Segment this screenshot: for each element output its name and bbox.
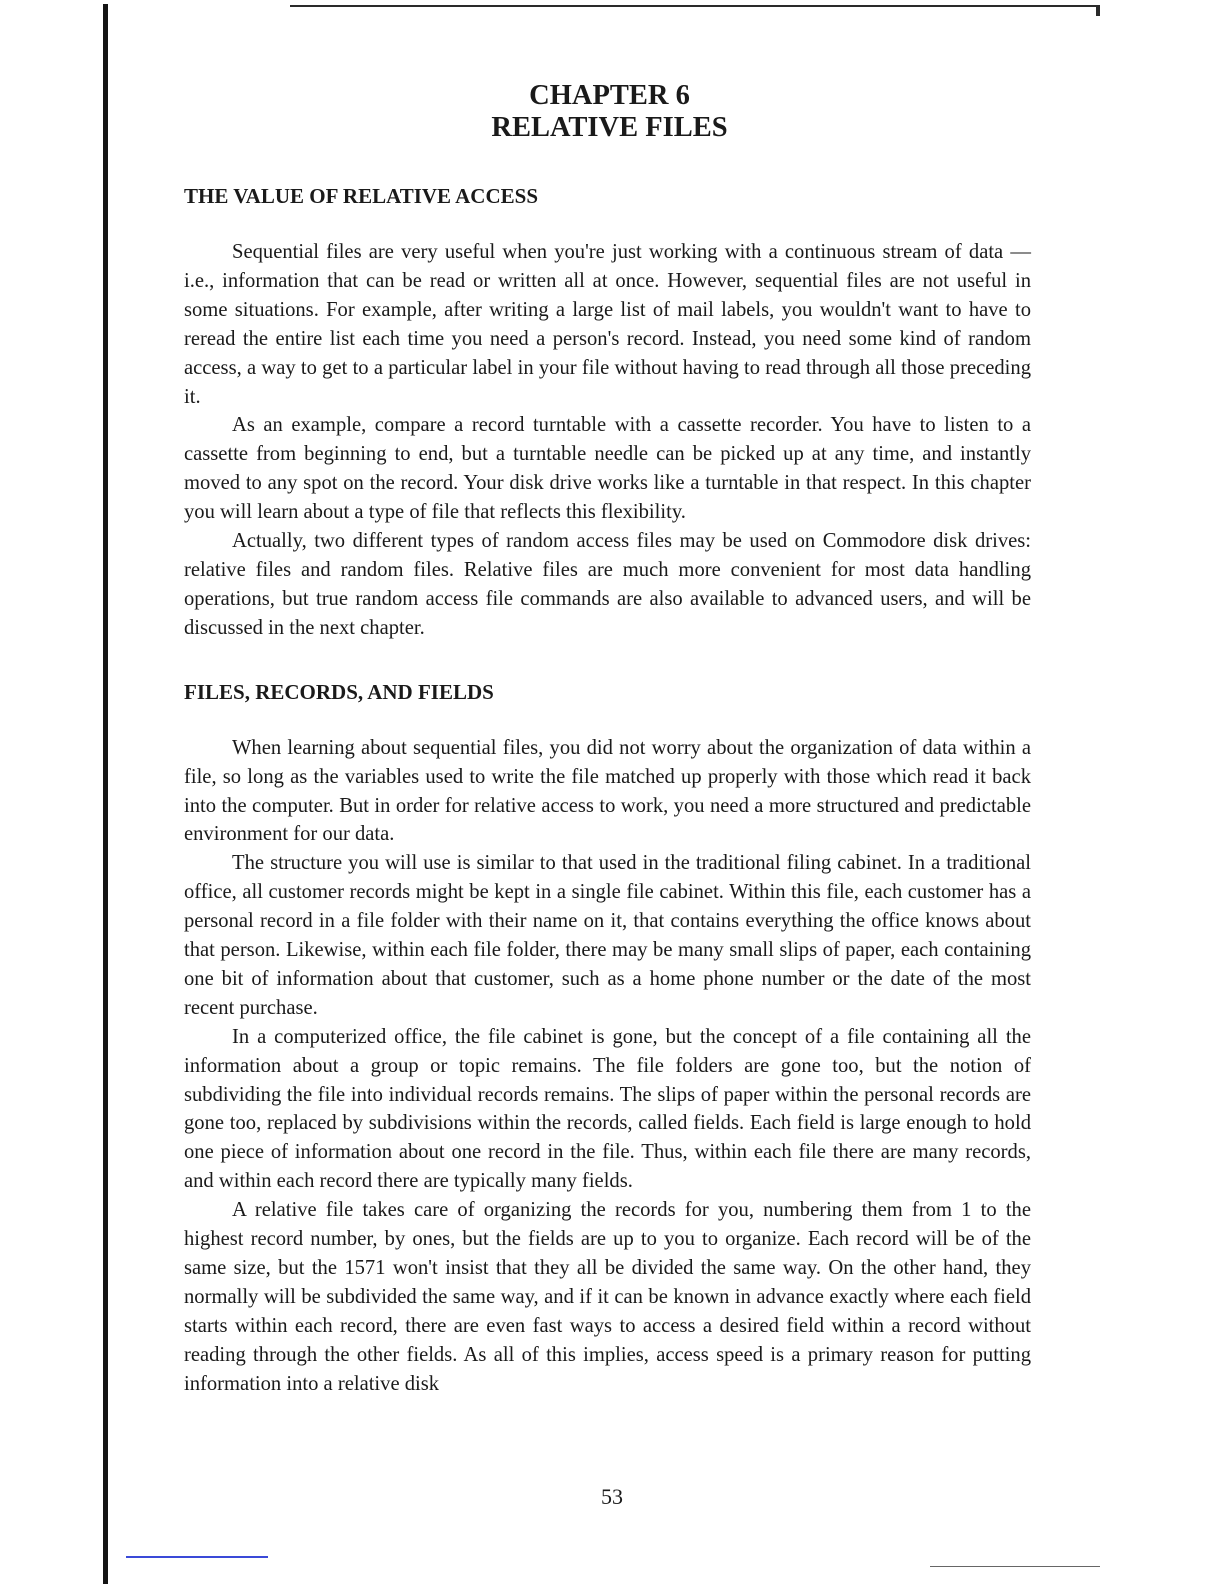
section-heading-relative-access: THE VALUE OF RELATIVE ACCESS [184, 184, 538, 208]
paragraph: The structure you will use is similar to that used in the traditional filing cabinet. In a traditional office, all customer records might be kept in a single file cabinet. Within this file, each customer has a personal record in a file folder with their name on it, that contains everything the office knows about that person. Likewise, within each file folder, there may be many small slips of paper, each containing one bit of information about that customer, such as a home phone number or the date of the most recent purchase. [184, 852, 1031, 1019]
bottom-scan-mark [126, 1556, 268, 1558]
section-body-relative-access [184, 238, 1031, 643]
bottom-right-scan-mark [930, 1566, 1100, 1567]
paragraph: In a computerized office, the file cabinet is gone, but the concept of a file containing all the information about a group or topic remains. The file folders are gone too, but the notion of subdividing the file into individual records remains. The slips of paper within the personal records are gone too, replaced by subdivisions within the records, called fields. Each field is large enough to hold one piece of information about one record in the file. Thus, within each file there are many records, and within each record there are typically many fields. [184, 1025, 1031, 1193]
paragraph: As an example, compare a record turntable with a cassette recorder. You have to listen to a cassette from beginning to end, but a turntable needle can be picked up at any time, and instantly moved to any spot on the record. Your disk drive works like a turntable in that respect. In this chapter you will learn about a type of file that reflects this flexibility. [184, 414, 1031, 524]
page-content [184, 80, 1031, 1399]
chapter-number: CHAPTER 6 [529, 80, 690, 111]
section-gap [184, 643, 1031, 680]
paragraph: Sequential files are very useful when you're just working with a continuous stream of data — i.e., information that can be read or written all at once. However, sequential files are not useful in some situations. For example, after writing a large list of mail labels, you wouldn't want to have to reread the entire list each time you need a person's record. Instead, you need some kind of random access, a way to get to a particular label in your file without having to read through all those preceding it. [184, 241, 1031, 408]
paragraph: Actually, two different types of random access files may be used on Commodore disk drives: relative files and random files. Relative files are much more convenient for most data handling operations, but true random access file commands are also available to advanced users, and will be discussed in the next chapter. [184, 530, 1031, 639]
top-rule [290, 5, 1100, 7]
section-body-files-records-fields [184, 734, 1031, 1399]
paragraph: When learning about sequential files, you did not worry about the organization of data within a file, so long as the variables used to write the file matched up properly with those which read it back into the computer. But in order for relative access to work, you need a more structured and predictable environment for our data. [184, 736, 1031, 846]
paragraph: A relative file takes care of organizing the records for you, numbering them from 1 to the highest record number, by ones, but the fields are up to you to organize. Each record will be of the same size, but the 1571 won't insist that they all be divided the same way. On the other hand, they normally will be subdivided the same way, and if it can be known in advance exactly where each field starts within each record, there are even fast ways to access a desired field within a record without reading through the other fields. As all of this implies, access speed is a primary reason for putting information into a relative disk [184, 1199, 1031, 1395]
left-binding-rule [103, 4, 108, 1584]
top-rule-hook [1096, 5, 1100, 16]
chapter-title [184, 80, 1031, 144]
chapter-name: RELATIVE FILES [491, 112, 728, 143]
section-heading-files-records-fields: FILES, RECORDS, AND FIELDS [184, 679, 494, 704]
page-number: 53 [601, 1484, 623, 1509]
